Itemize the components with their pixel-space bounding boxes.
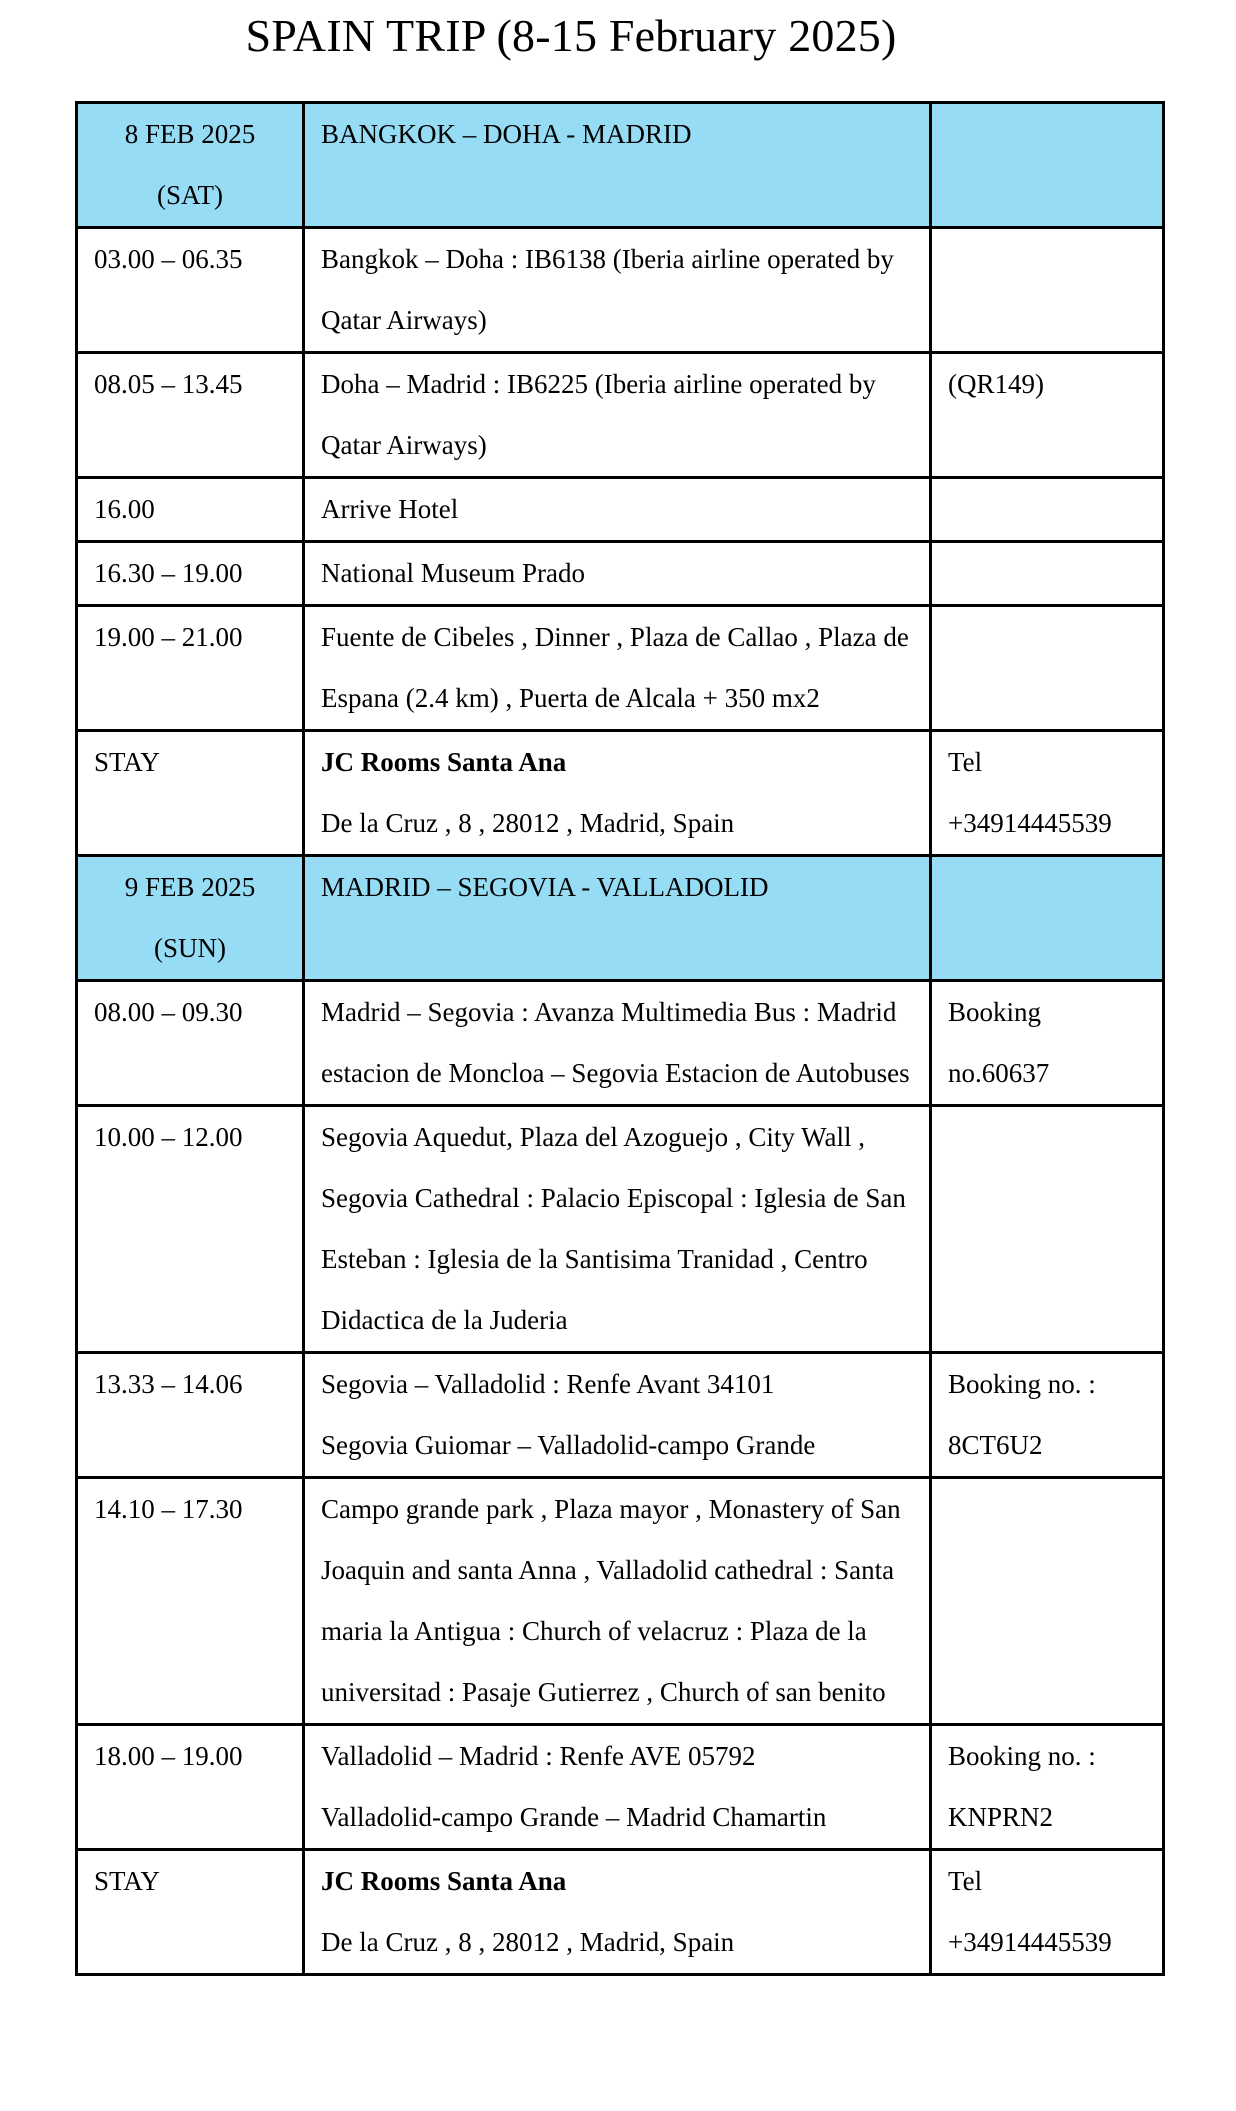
row-note (931, 1353, 1164, 1478)
stay-label: STAY (77, 1850, 304, 1975)
day-route: MADRID – SEGOVIA - VALLADOLID (304, 856, 931, 981)
stay-contact (931, 731, 1164, 856)
row-time: 14.10 – 17.30 (77, 1478, 304, 1725)
day-date: 9 FEB 2025 (124, 872, 256, 902)
tel-label: Tel (948, 1866, 983, 1896)
row-note (931, 1478, 1164, 1725)
stay-row (77, 1850, 1164, 1975)
booking-label: Booking no. : (948, 1741, 1096, 1771)
booking-label: Booking no. : (948, 1369, 1096, 1399)
row-note: (QR149) (931, 353, 1164, 478)
row-description (304, 1353, 931, 1478)
stay-details (304, 731, 931, 856)
row-description: National Museum Prado (304, 542, 931, 606)
stay-contact (931, 1850, 1164, 1975)
row-description: Arrive Hotel (304, 478, 931, 542)
row-description: Doha – Madrid : IB6225 (Iberia airline operated by Qatar Airways) (304, 353, 931, 478)
row-time: 16.00 (77, 478, 304, 542)
day-header-row (77, 103, 1164, 228)
day-date-cell (77, 856, 304, 981)
table-row (77, 353, 1164, 478)
stay-details (304, 1850, 931, 1975)
row-time: 08.00 – 09.30 (77, 981, 304, 1106)
day-weekday: (SUN) (154, 933, 226, 963)
day-header-note (931, 856, 1164, 981)
row-description: Madrid – Segovia : Avanza Multimedia Bus : Madrid estacion de Moncloa – Segovia Estacion de Autobuses (304, 981, 931, 1106)
day-date: 8 FEB 2025 (124, 119, 256, 149)
row-description: Segovia Aquedut, Plaza del Azoguejo , City Wall , Segovia Cathedral : Palacio Episcopal : Iglesia de San Esteban : Iglesia de la Santisima Tranidad , Centro Didactica de la Juderia (304, 1106, 931, 1353)
stay-row (77, 731, 1164, 856)
tel-number: +34914445539 (948, 808, 1112, 838)
table-row (77, 542, 1164, 606)
table-row (77, 1725, 1164, 1850)
row-description-line: Valladolid-campo Grande – Madrid Chamartin (321, 1802, 827, 1832)
table-row (77, 1478, 1164, 1725)
row-note (931, 542, 1164, 606)
row-description (304, 1725, 931, 1850)
row-time: 13.33 – 14.06 (77, 1353, 304, 1478)
row-description: Bangkok – Doha : IB6138 (Iberia airline operated by Qatar Airways) (304, 228, 931, 353)
row-description-line: Valladolid – Madrid : Renfe AVE 05792 (321, 1741, 756, 1771)
row-time: 08.05 – 13.45 (77, 353, 304, 478)
row-time: 03.00 – 06.35 (77, 228, 304, 353)
stay-label: STAY (77, 731, 304, 856)
day-route: BANGKOK – DOHA - MADRID (304, 103, 931, 228)
table-row (77, 1106, 1164, 1353)
row-note (931, 228, 1164, 353)
day-weekday: (SAT) (157, 180, 223, 210)
row-note (931, 478, 1164, 542)
tel-label: Tel (948, 747, 983, 777)
table-row (77, 228, 1164, 353)
table-row (77, 478, 1164, 542)
row-note (931, 1106, 1164, 1353)
hotel-address: De la Cruz , 8 , 28012 , Madrid, Spain (321, 1927, 735, 1957)
row-time: 18.00 – 19.00 (77, 1725, 304, 1850)
row-description-line: Segovia – Valladolid : Renfe Avant 34101 (321, 1369, 775, 1399)
table-row (77, 1353, 1164, 1478)
row-description: Fuente de Cibeles , Dinner , Plaza de Callao , Plaza de Espana (2.4 km) , Puerta de Alcala + 350 mx2 (304, 606, 931, 731)
booking-number: KNPRN2 (948, 1802, 1054, 1832)
hotel-name: JC Rooms Santa Ana (321, 1866, 567, 1896)
day-date-cell (77, 103, 304, 228)
booking-number: 8CT6U2 (948, 1430, 1043, 1460)
row-note: Booking no.60637 (931, 981, 1164, 1106)
row-time: 16.30 – 19.00 (77, 542, 304, 606)
row-note (931, 606, 1164, 731)
tel-number: +34914445539 (948, 1927, 1112, 1957)
table-row (77, 981, 1164, 1106)
day-header-note (931, 103, 1164, 228)
row-time: 19.00 – 21.00 (77, 606, 304, 731)
hotel-name: JC Rooms Santa Ana (321, 747, 567, 777)
itinerary-table (75, 101, 1165, 1976)
row-note (931, 1725, 1164, 1850)
row-description: Campo grande park , Plaza mayor , Monastery of San Joaquin and santa Anna , Valladolid cathedral : Santa maria la Antigua : Church of velacruz : Plaza de la universitad : Pasaje Gutierrez , Church of san benito (304, 1478, 931, 1725)
row-description-line: Segovia Guiomar – Valladolid-campo Grande (321, 1430, 816, 1460)
day-header-row (77, 856, 1164, 981)
hotel-address: De la Cruz , 8 , 28012 , Madrid, Spain (321, 808, 735, 838)
table-row (77, 606, 1164, 731)
row-time: 10.00 – 12.00 (77, 1106, 304, 1353)
document-title: SPAIN TRIP (8-15 February 2025) (245, 10, 897, 61)
